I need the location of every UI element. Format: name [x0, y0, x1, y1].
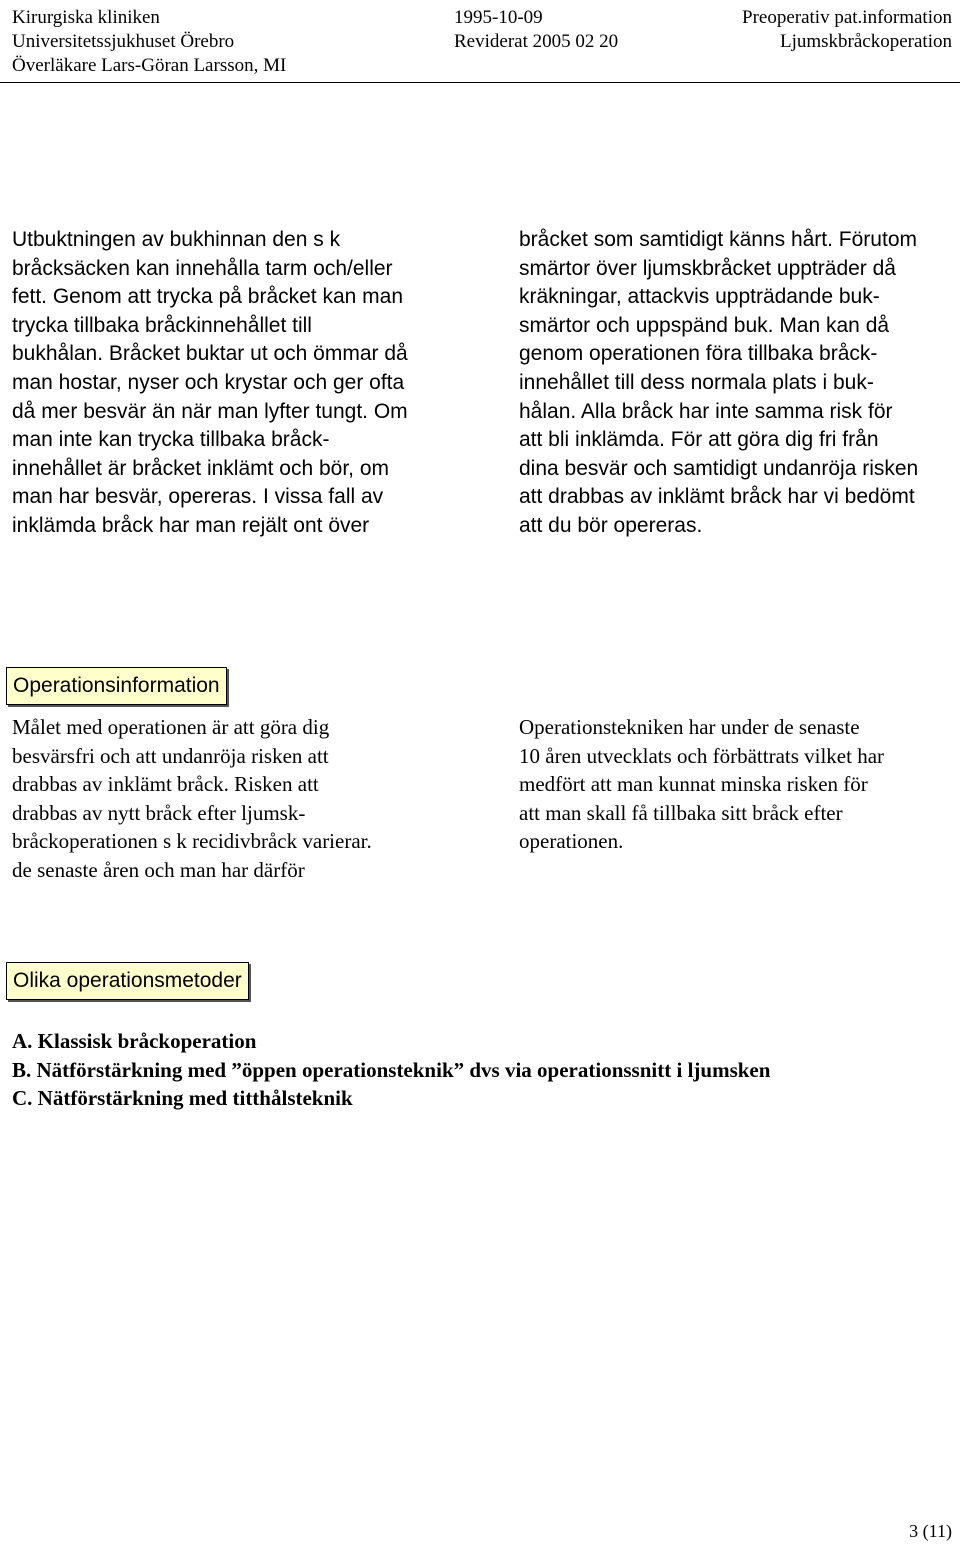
methods-list	[12, 1027, 770, 1113]
operationsinfo-left-column: Målet med operationen är att göra dig besvärsfri och att undanröja risken att drabbas av inklämt bråck. Risken att drabbas av nytt bråck efter ljumsk- bråckoperationen s k recidivbråck varierar. de senaste åren och man har därför	[12, 715, 372, 882]
clinic-name: Kirurgiska kliniken	[12, 7, 160, 28]
method-item-b: B. Nätförstärkning med ”öppen operationsteknik” dvs via operationssnitt i ljumsken	[12, 1057, 771, 1082]
page-header	[0, 0, 960, 83]
document-date: 1995-10-09	[454, 7, 543, 28]
hospital-name: Universitetssjukhuset Örebro	[12, 31, 235, 52]
header-row-2	[12, 30, 952, 54]
header-row-1	[12, 6, 952, 30]
operationsinfo-right-column: Operationstekniken har under de senaste 10 åren utvecklats och förbättrats vilket har medfört att man kunnat minska risken för att man skall få tillbaka sitt bråck efter operationen.	[519, 715, 885, 854]
revision-date: Reviderat 2005 02 20	[454, 31, 619, 52]
methods-heading: Olika operationsmetoder	[6, 962, 249, 1000]
document-type: Preoperativ pat.information	[742, 7, 952, 28]
page-number: 3 (11)	[909, 1521, 952, 1541]
intro-right-column: bråcket som samtidigt känns hårt. Förutom smärtor över ljumskbråcket uppträder då kräkningar, attackvis uppträdande buk- smärtor och uppspänd buk. Man kan då genom operationen föra tillbaka bråck- innehållet till dess normala plats i buk- hålan. Alla bråck har inte samma risk för att bli inklämda. För att göra dig fri från dina besvär och samtidigt undanröja risken att drabbas av inklämt bråck har vi bedömt att du bör opereras.	[519, 228, 919, 537]
header-row-3	[12, 54, 952, 78]
method-item-c: C. Nätförstärkning med titthålsteknik	[12, 1086, 353, 1111]
document-subject: Ljumskbråckoperation	[779, 31, 952, 52]
operationsinfo-heading: Operationsinformation	[6, 667, 227, 705]
author-name: Överläkare Lars-Göran Larsson, MI	[12, 55, 287, 76]
method-item-a: A. Klassisk bråckoperation	[12, 1029, 257, 1053]
intro-left-column: Utbuktningen av bukhinnan den s k bråcksäcken kan innehålla tarm och/eller fett. Genom att trycka på bråcket kan man trycka tillbaka bråckinnehållet till bukhålan. Bråcket buktar ut och ömmar då man hostar, nyser och krystar och ger ofta då mer besvär än när man lyfter tungt. Om man inte kan trycka tillbaka bråck- innehållet är bråcket inklämt och bör, om man har besvär, opereras. I vissa fall av inklämda bråck har man rejält ont över	[12, 228, 408, 537]
